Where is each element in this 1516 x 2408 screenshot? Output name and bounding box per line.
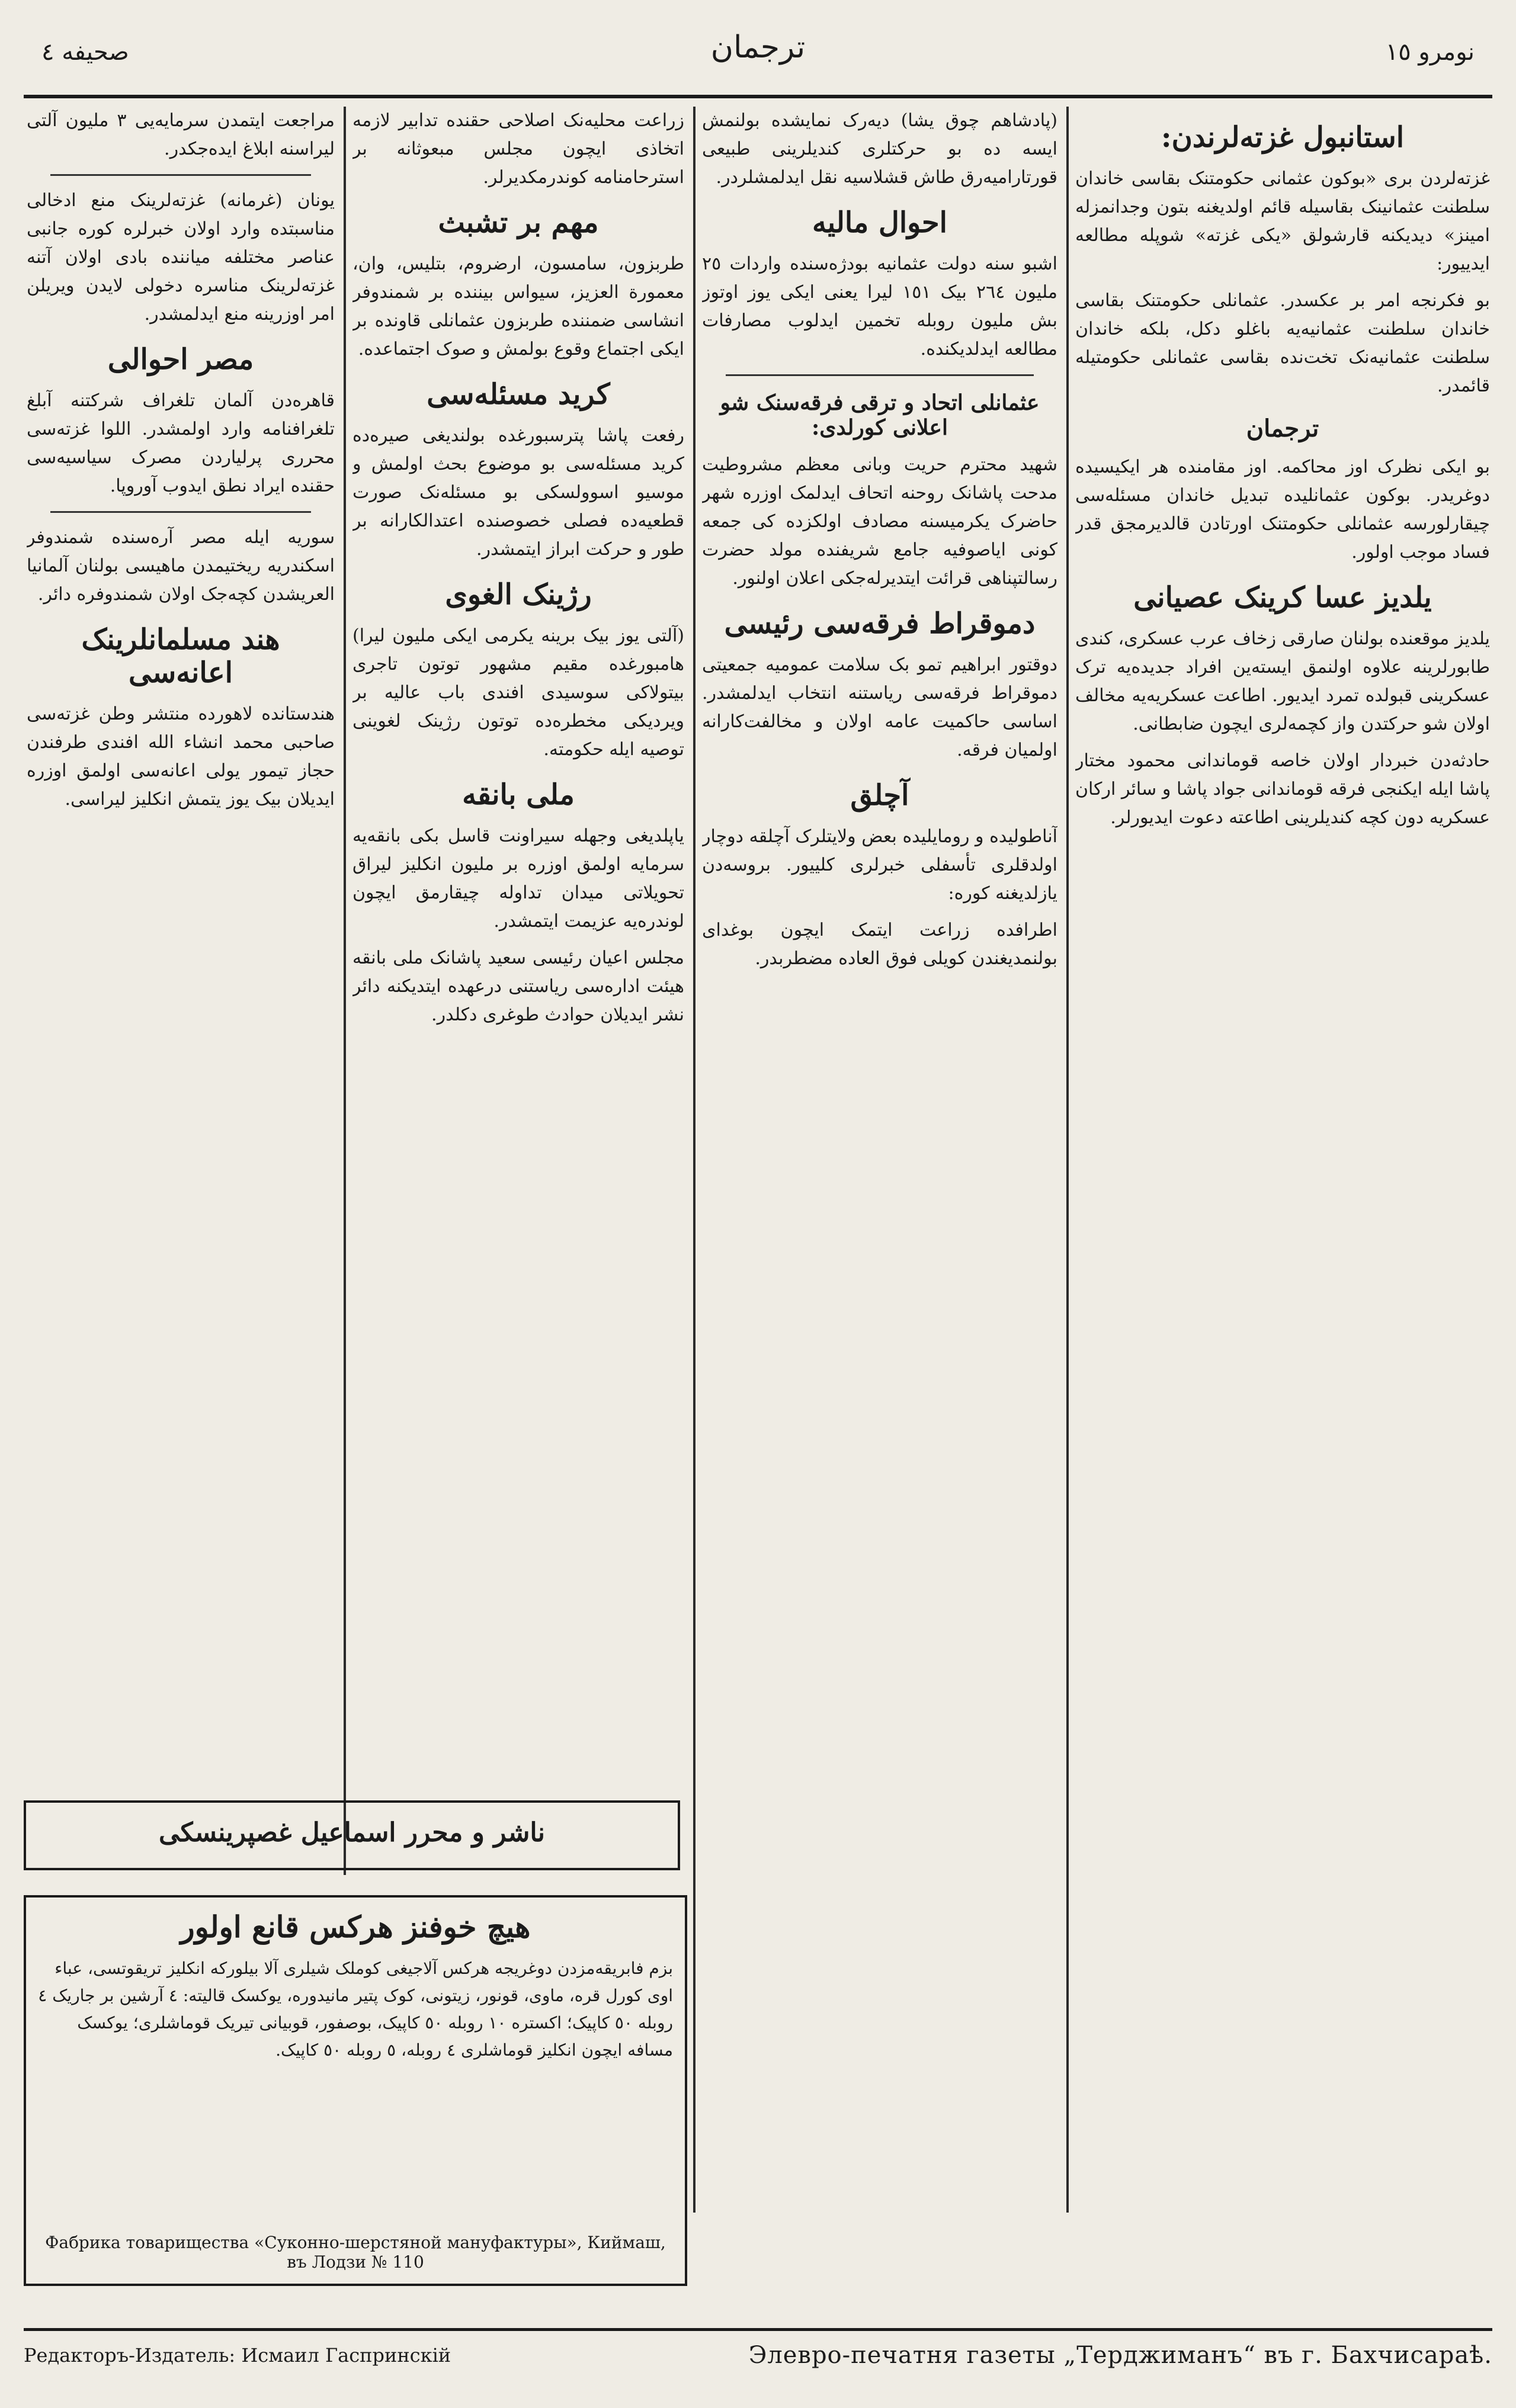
article-paragraph: مراجعت ایتمدن سرمایه‌یی ٣ ملیون آلتی لیراسنه ابلاغ ایده‌جکدر. — [27, 110, 335, 159]
advertisement-text: بزم فابریقه‌مزدن دوغریجه هرکس آلاجیغی کوملک شیلری آلا بیلورکه انکلیز تریقوتسی، عباء اوی کورل قره، ماوی، قونور، زیتونی، کوک پتیر مانیدوره، یوکسک قالیته: ٤ آرشین بر جاریک ٤ روبله ٥٠ کاپیک؛ اکستره ١٠ روبله ٥٠ کاپیک، بوصفور، قوبیانی تیریک قوماشلری؛ یوکسک مسافه ایچون انکلیز قوماشلری ٤ روبله، ٥ روبله ٥٠ کاپیک. — [38, 1958, 673, 2060]
article-paragraph: اطرافده زراعت ایتمک ایچون بوغدای بولنمدیغندن کویلی فوق العاده مضطربدر. — [702, 920, 1057, 969]
column-divider — [344, 107, 346, 1875]
column-divider — [1066, 107, 1069, 2213]
article-paragraph: حادثه‌دن خبردار اولان خاصه قوماندانی محمود مختار پاشا ایله ایکنجی فرقه قوماندانی جواد پاشا و سائر ارکان عسکریه دون کچه‌ کندیلرینی اطاعته دعوت ایدیورلر. — [1075, 750, 1490, 828]
article-paragraph: هندستانده لاهورده منتشر وطن غزته‌سی صاحبی محمد انشاء الله افندی طرفندن حجاز تیمور یولی اعانه‌سی اولمق اوزره ایدیلان بیک یوز یتمش انکلیز لیراسی. — [27, 704, 335, 810]
article-paragraph: غزته‌لردن بری «بوکون عثمانی حکومتنک بقاسی خاندان سلطنت عثمانینک بقاسیله قائم اولدیغنه بتون وجدانمزله امینز» دیدیکنه قارشولق «یکی غزته» شوپله مطالعه ایدییور: — [1075, 168, 1490, 274]
article-paragraph: (پادشاهم چوق یشا) دیه‌رک نمایشده بولنمش ایسه ده بو حرکتلری کندیلرینی طبیعی قورتارامیه‌رق طاش قشلاسیه نقل ایدلمشلردر. — [702, 110, 1057, 188]
article-paragraph: بو فکرنجه امر بر عکسدر. عثمانلی حکومتنک بقاسی خاندان سلطنت عثمانیه‌یه باغلو دکل، بلکه خاندان سلطنت عثمانیه‌نک تخت‌نده بقاسی عثمانلی حکومتیله قائمدر. — [1075, 290, 1490, 396]
divider — [50, 174, 311, 176]
column-left — [27, 107, 335, 1789]
article-heading: احوال مالیه — [812, 206, 947, 239]
masthead: ترجمان — [710, 30, 806, 65]
article-heading: آچلق — [850, 779, 909, 812]
advertisement-title: هیچ خوفنز هرکس قانع اولور — [180, 1909, 531, 1944]
article-paragraph: آناطولیده و رومایلیده بعض ولایتلرک آچلقه دوچار اولدقلری تأسفلی خبرلری کلییور. بروسه‌دن یازلدیغنه کوره: — [702, 826, 1057, 904]
article-paragraph: بو ایکی نظرک اوز محاکمه. اوز مقامنده هر ایکیسیده دوغریدر. بوکون عثمانلیده تبدیل خاندان مسئله‌سی چیقارلورسه عثمانلی حکومتنک اورتادن قالدیرمجق قدر فساد موجب اولور. — [1075, 457, 1490, 563]
column-divider — [693, 107, 695, 2213]
divider — [726, 374, 1034, 376]
article-paragraph: طربزون، سامسون، ارضروم، بتلیس، وان، معمورة العزیز، سیواس بیننده بر شمندوفر انشاسی ضمننده طربزون عثمانلی قاونده بر ایکی اجتماع وقوع بولمش و صوک اجتماعده. — [352, 253, 684, 359]
article-heading: مصر احوالی — [107, 343, 254, 376]
page-footer — [24, 2328, 1492, 2384]
article-heading: ملی بانقه — [462, 778, 575, 811]
article-paragraph: یلدیز موقعنده بولنان صارقی زخاف عرب عسکری، کندی طابورلرینه علاوه اولنمق ایسته‌ین افراد جدیده‌یه ترک عسکرینی قبولده تمرد ایدیور. اطاعت عسکریه‌یه مخالف اولان شو حرکتدن واز کچمه‌لری ایچون ضابطانی. — [1075, 628, 1490, 734]
article-paragraph: زراعت محلیه‌نک اصلاحی حقنده تدابیر لازمه اتخاذی ایچون مجلس مبعوثانه بر استرحامنامه کوندرمکدیرلر. — [352, 110, 684, 188]
article-paragraph: اشبو سنه دولت عثمانیه بودژه‌سنده واردات ٢٥ ملیون ٢٦٤ بیک ١٥١ لیرا یعنی ایکی یوز اوتوز بش ملیون روبله تخمین ایدلوب مصارفات مطالعه ایدلدیکنده. — [702, 253, 1057, 359]
header-rule — [24, 95, 1492, 98]
article-paragraph: یاپلدیغی وجهله سیراونت قاسل بکی بانقه‌یه سرمایه اولمق اوزره بر ملیون انکلیز لیراق تحویلاتی میدان تداوله چیقارمق ایچون لوندره‌یه عزیمت ایتمشدر. — [352, 826, 684, 932]
column-right — [1075, 107, 1490, 2197]
article-heading: رژینک الغوی — [445, 578, 592, 611]
article-paragraph: مجلس اعیان رئیسی سعید پاشانک ملی بانقه هیئت اداره‌سی ریاستنی درعهده ایتدیکنه دائر نشر ایدیلان حوادث طوغری دکلدر. — [352, 948, 684, 1025]
advertisement-footnote: Фабрика товарищества «Суконно-шерстяной мануфактуры», Киймаш, въ Лодзи № 110 — [45, 2233, 666, 2272]
publisher-box: ناشر و محرر اسماعیل غصپرینسکی — [24, 1800, 680, 1870]
article-paragraph: سوریه ایله مصر آره‌سنده شمندوفر اسکندریه ریختیمدن ماهیسی بولنان آلمانیا العریشدن کچه‌جک اولان شمندوفره دائر. — [27, 527, 335, 605]
article-heading: کرید مسئله‌سی — [427, 378, 610, 411]
page-header — [24, 24, 1492, 95]
article-paragraph: رفعت پاشا پترسبورغده بولندیغی صیره‌ده کرید مسئله‌سی بو موضوع بحث اولمش و موسیو اسوولسکی بو مسئله‌نک صورت قطعیه‌ده فصلی خصوصنده اعتدالکارانه بر طور و حرکت ابراز ایتمشدر. — [352, 425, 684, 560]
article-heading: ترجمان — [1246, 415, 1319, 442]
editor-line: Редакторъ-Издатель: Исмаил Гаспринскій — [24, 2344, 451, 2367]
article-paragraph: (آلتی یوز بیک برینه یکرمی ایکی ملیون لیرا) هامبورغده مقیم مشهور توتون تاجری بیتولاکی سوسیدی افندی باب عالیه بر ویردیکی مخطره‌ده توتون رژینک لغوینی توصیه ایله حکومته. — [352, 625, 684, 760]
article-heading: استانبول غزته‌لرندن: — [1161, 121, 1405, 154]
article-paragraph: شهید محترم حریت وبانی معظم مشروطیت مدحت پاشانک روحنه اتحاف ایدلمک اوزره شهر حاضرک یکرمیسنه مصادف اولکزده کی جمعه کونی ایاصوفیه جامع شریفنده مولد حضرت رسالتپناهی قرائت ایتدیرله‌جکی اعلان اولنور. — [702, 454, 1057, 589]
article-heading: عثمانلی اتحاد و ترقی فرقه‌سنک شو اعلانی کورلدی: — [720, 390, 1040, 440]
issue-number-label: نومرو ١٥ — [1385, 38, 1475, 66]
printer-line: Элевро-печатня газеты „Терджиманъ“ въ г. Бахчисараѣ. — [748, 2342, 1492, 2369]
article-paragraph: قاهره‌دن آلمان تلغراف شرکتنه آبلغ تلغرافنامه وارد اولمشدر. اللوا غزته‌سی محرری پرلیاردن مصرک سیاسیه‌سی حقنده ایراد نطق ایدوب آوروپا. — [27, 390, 335, 496]
advertisement-box — [24, 1895, 687, 2286]
divider — [50, 511, 311, 513]
article-heading: مهم بر تشبث — [438, 206, 599, 239]
article-paragraph: دوقتور ابراهیم تمو بک سلامت عمومیه جمعیتی دموقراط فرقه‌سی ریاستنه انتخاب ایدلمشدر. اساسی حاکمیت عامه اولان و مخالفت‌کارانه اولمیان فرقه. — [702, 654, 1057, 760]
article-heading: دموقراط فرقه‌سی رئیسی — [724, 607, 1036, 640]
column-mid-right — [702, 107, 1057, 2197]
page-number-label: صحیفه ٤ — [41, 38, 129, 66]
column-mid-left — [352, 107, 684, 1883]
article-heading: هند مسلمانلرینک اعانه‌سی — [81, 623, 280, 689]
article-paragraph: یونان (غرمانه) غزته‌لرینک منع ادخالی مناسبتده وارد اولان خبرلره کوره جانبی عناصر مختلفه میاننده بادی اولان آتنه غزته‌لرینک مناسره دخولی لایدن ویریلن امر اوزرینه منع ایدلمشدر. — [27, 190, 335, 325]
article-heading: یلدیز عسا کرینک عصیانی — [1133, 581, 1432, 614]
